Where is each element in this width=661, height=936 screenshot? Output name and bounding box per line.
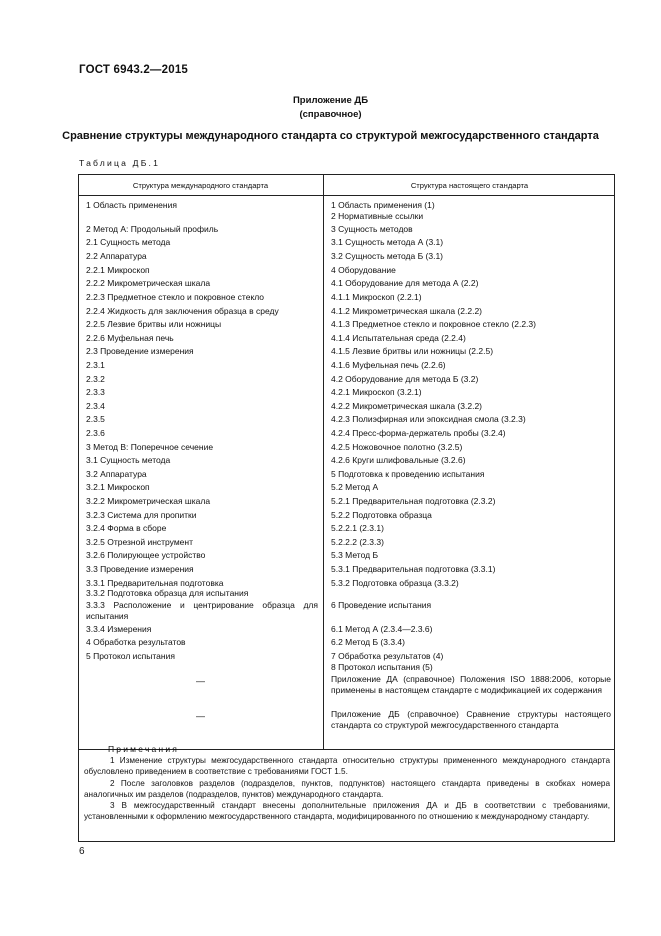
note-2: 2 После заголовков разделов (подразделов, пунктов, подпунктов) настоящего стандарта приведены в скобках номера аналогичных им разделов (подразделов, пунктов) международного стандарта. <box>84 779 610 799</box>
left-row: 3.2.6 Полирующее устройство <box>86 550 206 560</box>
left-row: 2.2.1 Микроскоп <box>86 265 150 275</box>
right-row: 4.1.5 Лезвие бритвы или ножницы (2.2.5) <box>331 346 494 356</box>
left-row: 3.2.4 Форма в сборе <box>86 523 167 533</box>
right-row: 4.2.3 Полиэфирная или эпоксидная смола (3.2.3) <box>331 414 526 424</box>
right-row: 4.2 Оборудование для метода Б (3.2) <box>331 374 479 384</box>
left-row: 3 Метод В: Поперечное сечение <box>86 442 214 452</box>
right-row: 5.3.1 Предварительная подготовка (3.3.1) <box>331 564 496 574</box>
document-id: ГОСТ 6943.2—2015 <box>79 64 189 76</box>
right-row: Приложение ДБ (справочное) Сравнение структуры настоящего стандарта со структурой межгосударственного стандарта <box>331 709 611 730</box>
right-row: 4.1.6 Муфельная печь (2.2.6) <box>331 360 446 370</box>
left-row: 3.2 Аппаратура <box>86 469 147 479</box>
table-column-divider <box>323 174 324 749</box>
right-row: 4.1.3 Предметное стекло и покровное стекло (2.2.3) <box>331 319 536 329</box>
left-row: 3.1 Сущность метода <box>86 455 171 465</box>
right-row: 4.2.5 Ножовочное полотно (3.2.5) <box>331 442 463 452</box>
right-row: 5 Подготовка к проведению испытания <box>331 469 485 479</box>
right-row: 5.2.2.2 (2.3.3) <box>331 537 384 547</box>
left-row: 2.2.3 Предметное стекло и покровное стекло <box>86 292 265 302</box>
left-row: 2.3.1 <box>86 360 105 370</box>
right-row: 4.1.1 Микроскоп (2.2.1) <box>331 292 422 302</box>
right-row: 5.2.1 Предварительная подготовка (2.3.2) <box>331 496 496 506</box>
left-row: 2.1 Сущность метода <box>86 237 171 247</box>
left-row-dash: — <box>196 676 205 686</box>
right-row: 6.1 Метод А (2.3.4—2.3.6) <box>331 624 433 634</box>
right-row: 4.2.1 Микроскоп (3.2.1) <box>331 387 422 397</box>
right-row: 5.2 Метод А <box>331 482 379 492</box>
left-row: 3.2.1 Микроскоп <box>86 482 150 492</box>
right-row: 5.3.2 Подготовка образца (3.3.2) <box>331 578 459 588</box>
left-row: 5 Протокол испытания <box>86 651 175 661</box>
appendix-subtitle: (справочное) <box>299 109 362 120</box>
left-row: 3.2.2 Микрометрическая шкала <box>86 496 211 506</box>
right-row: 5.2.2 Подготовка образца <box>331 510 432 520</box>
right-row: 5.3 Метод Б <box>331 550 379 560</box>
right-row: 4.2.4 Пресс-форма-держатель пробы (3.2.4) <box>331 428 506 438</box>
right-row: 3 Сущность методов <box>331 224 413 234</box>
left-row: 2.3.4 <box>86 401 105 411</box>
right-row: 6 Проведение испытания <box>331 600 432 610</box>
left-row: 1 Область применения <box>86 200 177 210</box>
left-row: 3.3.4 Измерения <box>86 624 152 634</box>
left-row: 2.3.6 <box>86 428 105 438</box>
left-row: 2.2.6 Муфельная печь <box>86 333 174 343</box>
left-row: 2.2.4 Жидкость для заключения образца в среду <box>86 306 279 316</box>
left-row: 3.3 Проведение измерения <box>86 564 194 574</box>
right-row: 3.1 Сущность метода А (3.1) <box>331 237 444 247</box>
right-row: 1 Область применения (1) <box>331 200 435 210</box>
left-row: 2 Метод А: Продольный профиль <box>86 224 219 234</box>
left-row-dash: — <box>196 711 205 721</box>
column-header-current: Структура настоящего стандарта <box>410 181 529 190</box>
right-row: 8 Протокол испытания (5) <box>331 662 433 672</box>
right-row: 5.2.2.1 (2.3.1) <box>331 523 384 533</box>
left-row: 2.3.5 <box>86 414 105 424</box>
left-row: 3.3.1 Предварительная подготовка <box>86 578 224 588</box>
left-row: 3.2.3 Система для пропитки <box>86 510 197 520</box>
right-row: 4.2.6 Круги шлифовальные (3.2.6) <box>331 455 466 465</box>
column-header-international: Структура международного стандарта <box>132 181 269 190</box>
left-row: 2.2.2 Микрометрическая шкала <box>86 278 211 288</box>
left-row: 3.2.5 Отрезной инструмент <box>86 537 193 547</box>
left-row: 2.3.2 <box>86 374 105 384</box>
left-row: 3.3.3 Расположение и центрирование образца для испытания <box>86 600 318 621</box>
right-row: 4.1 Оборудование для метода А (2.2) <box>331 278 479 288</box>
page-number: 6 <box>79 846 85 857</box>
left-row: 2.3 Проведение измерения <box>86 346 194 356</box>
right-row: 4.2.2 Микрометрическая шкала (3.2.2) <box>331 401 482 411</box>
notes-title: Примечания <box>108 744 180 754</box>
right-row: 7 Обработка результатов (4) <box>331 651 444 661</box>
right-row: 2 Нормативные ссылки <box>331 211 424 221</box>
right-row: 4.1.4 Испытательная среда (2.2.4) <box>331 333 466 343</box>
appendix-title: Приложение ДБ <box>292 95 369 106</box>
left-row: 2.2.5 Лезвие бритвы или ножницы <box>86 319 222 329</box>
table-header-divider <box>78 195 615 196</box>
left-row: 4 Обработка результатов <box>86 637 186 647</box>
right-row: 4 Оборудование <box>331 265 396 275</box>
left-row: 2.3.3 <box>86 387 105 397</box>
right-row: 4.1.2 Микрометрическая шкала (2.2.2) <box>331 306 482 316</box>
note-3: 3 В межгосударственный стандарт внесены дополнительные приложения ДА и ДБ в соответствии с требованиями, установленными к оформлению межгосударственного стандарта, модифицированного по отношению к международному стандарту. <box>84 801 610 821</box>
left-row: 2.2 Аппаратура <box>86 251 147 261</box>
right-row: 3.2 Сущность метода Б (3.1) <box>331 251 444 261</box>
table-label: Таблица ДБ.1 <box>79 158 161 168</box>
right-row: 6.2 Метод Б (3.3.4) <box>331 637 405 647</box>
note-1: 1 Изменение структуры межгосударственного стандарта относительно структуры примененного международного стандарта обусловлено приведением в соответствие с требованиями ГОСТ 1.5. <box>84 756 610 776</box>
left-row: 3.3.2 Подготовка образца для испытания <box>86 588 249 598</box>
main-title: Сравнение структуры международного стандарта со структурой межгосударственного стандарта <box>62 130 599 142</box>
right-row: Приложение ДА (справочное) Положения ISO 1888:2006, которые применены в настоящем стандарте с модификацией их содержания <box>331 674 611 695</box>
